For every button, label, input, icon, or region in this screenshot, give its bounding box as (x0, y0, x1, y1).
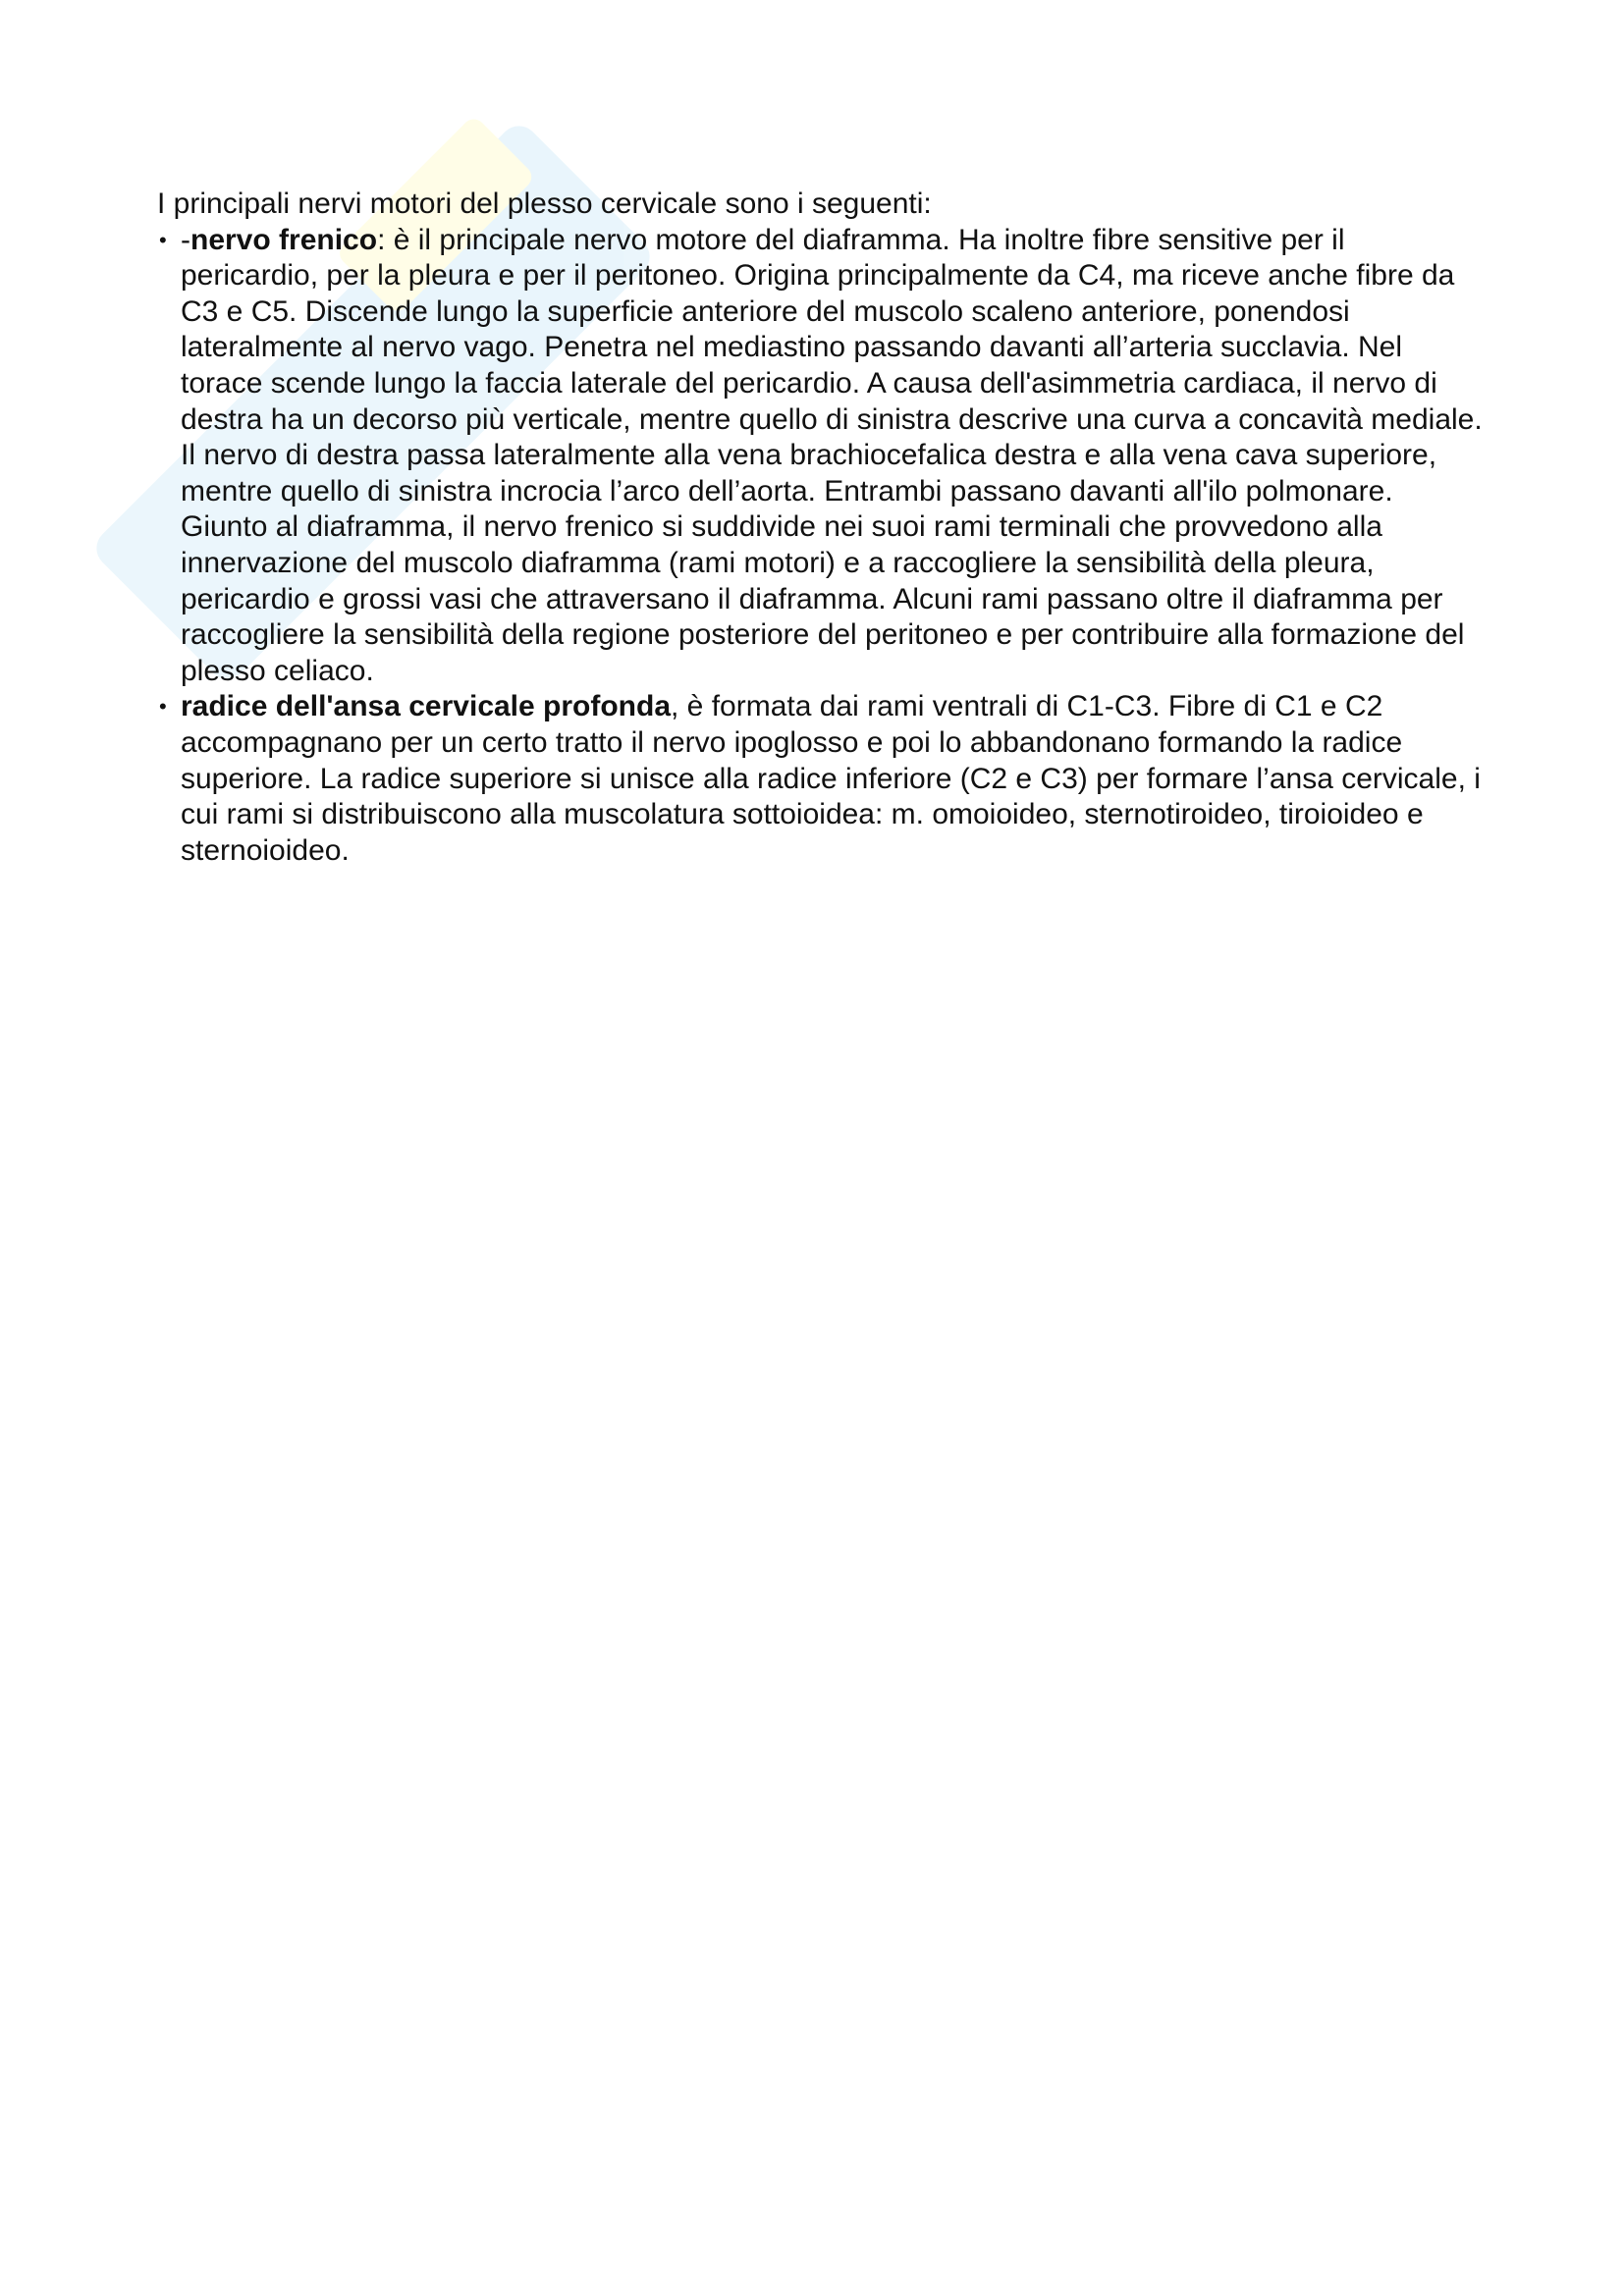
bullet-icon: • (159, 227, 167, 252)
list-item-nervo-frenico (157, 223, 1483, 690)
intro-line: I principali nervi motori del plesso cervicale sono i seguenti: (157, 187, 932, 220)
term-nervo-frenico: nervo frenico (190, 223, 378, 256)
nerve-list (157, 223, 1483, 870)
document-body (157, 187, 1483, 869)
list-item-radice-ansa-cervicale (157, 689, 1483, 869)
item-description: : è il principale nervo motore del diaframma. Ha inoltre fibre sensitive per il pericardio, per la pleura e per il peritoneo. Origina principalmente da C4, ma riceve anche fibre da C3 e C5. Discende lungo la superficie anteriore del muscolo scaleno anteriore, ponendosi lateralmente al nervo vago. Penetra nel mediastino passando davanti all’arteria succlavia. Nel torace scende lungo la faccia laterale del pericardio. A causa dell'asimmetria cardiaca, il nervo di destra ha un decorso più verticale, mentre quello di sinistra descrive una curva a concavità mediale. Il nervo di destra passa lateralmente alla vena brachiocefalica destra e alla vena cava superiore, mentre quello di sinistra incrocia l’arco dell’aorta. Entrambi passano davanti all'ilo polmonare. Giunto al diaframma, il nervo frenico si suddivide nei suoi rami terminali che provvedono alla innervazione del muscolo diaframma (rami motori) e a raccogliere la sensibilità della pleura, pericardio e grossi vasi che attraversano il diaframma. Alcuni rami passano oltre il diaframma per raccogliere la sensibilità della regione posteriore del peritoneo e per contribuire alla formazione del plesso celiaco. (181, 223, 1483, 687)
item-description: , è formata dai rami ventrali di C1-C3. Fibre di C1 e C2 accompagnano per un certo tratto il nervo ipoglosso e poi lo abbandonano formando la radice superiore. La radice superiore si unisce alla radice inferiore (C2 e C3) per formare l’ansa cervicale, i cui rami si distribuiscono alla muscolatura sottoioidea: m. omoioideo, sternotiroideo, tiroioideo e sternoioideo. (181, 690, 1481, 867)
bullet-icon: • (159, 694, 167, 720)
item-prefix: - (181, 223, 190, 256)
term-radice-ansa-cervicale: radice dell'ansa cervicale profonda (181, 690, 672, 723)
